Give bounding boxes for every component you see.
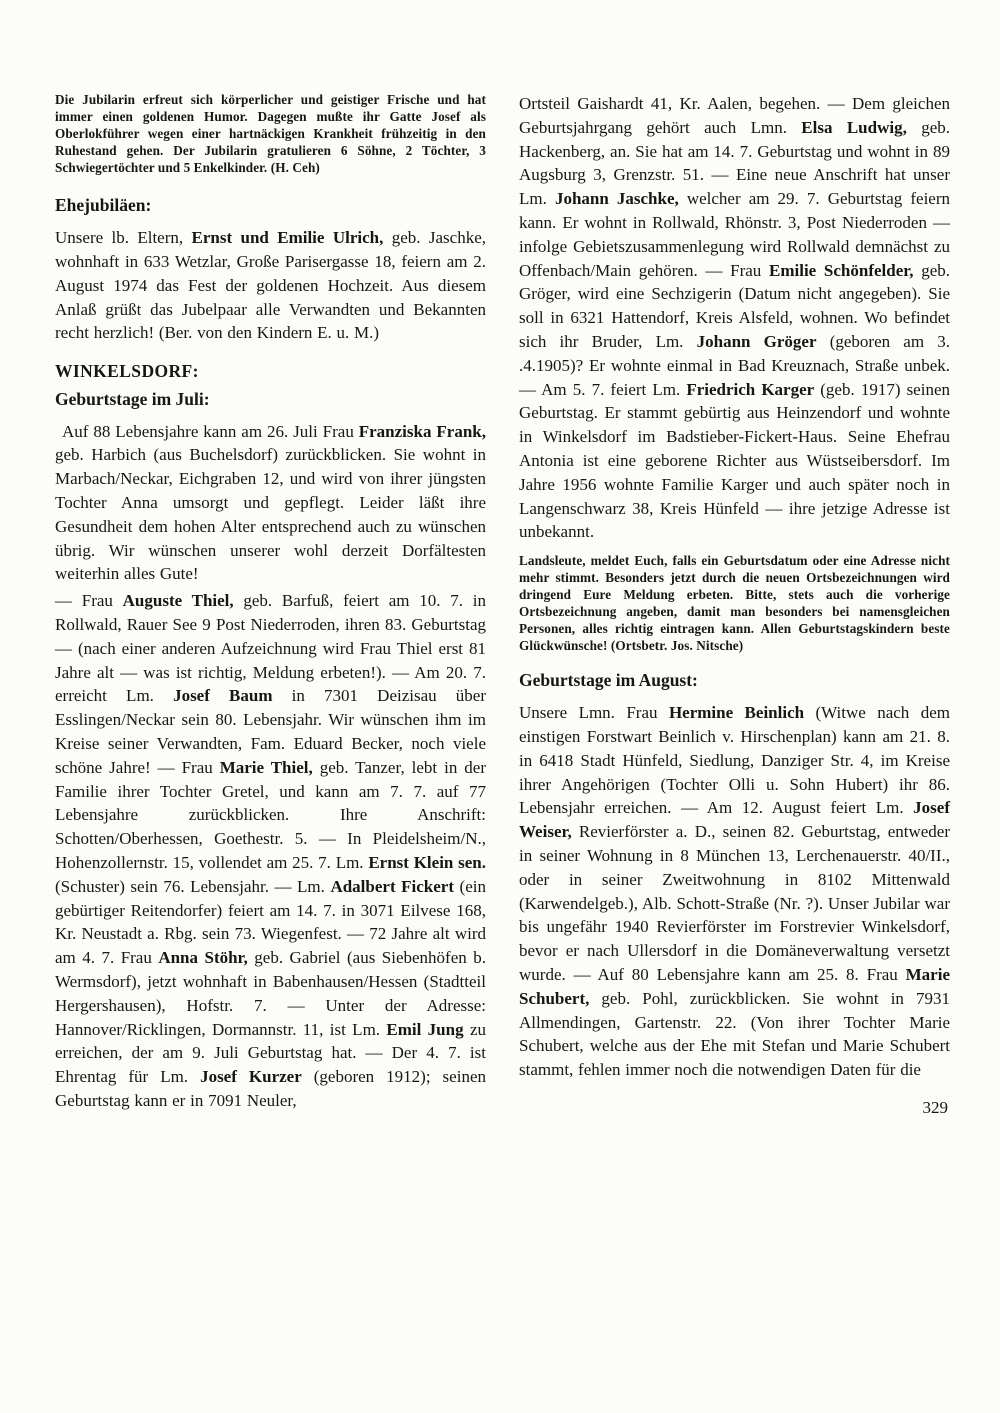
text-run: (geboren 1912); seinen Geburtstag kann er in 7091 Neuler,: [55, 1067, 486, 1110]
text-run: (geb. 1917) seinen Geburtstag. Er stammt gebürtig aus Heinzendorf und wohnte in Winkelsdorf im Badstieber-Fickert-Haus. Seine Ehefrau Antonia ist eine geborene Richter aus Wüstseibersdorf. Im Jahre 1956 wohnte Familie Karger und auch später noch in Langenschwarz 38, Kreis Hünfeld — ihre jetzige Adresse ist unbekannt.: [519, 379, 950, 542]
paragraph-juli-continuation: [519, 92, 950, 544]
person-name: Emilie Schönfelder,: [769, 260, 914, 280]
text-run: Unsere Lmn. Frau: [519, 703, 669, 723]
text-run: (ein gebürtiger Reitendorfer) feiert am 14. 7. in 3071 Eilvese 168, Kr. Neustadt a. Rbg. sein 73. Wiegenfest. — 72 Jahre alt wird am 4. 7. Frau: [55, 876, 486, 968]
text-run: geb. Barfuß, feiert am 10. 7. in Rollwald, Rauer See 9 Post Niederroden, ihren 83. Geburtstag — (nach einer anderen Aufzeichnung wird Frau Thiel erst 81 Jahre alt — was ist richtig, Meldung erbeten!). — Am 20. 7. erreicht Lm.: [55, 591, 486, 706]
person-name: Adalbert Fickert: [330, 876, 455, 896]
two-column-layout: [55, 92, 950, 1118]
person-name: Emil Jung: [386, 1019, 464, 1039]
person-name: Johann Gröger: [696, 331, 817, 351]
text-run: geb. Gabriel (aus Siebenhöfen b. Wermsdorf), jetzt wohnhaft in Babenhausen/Hessen (Stadtteil Hergershausen), Hofstr. 7. — Unter der Adresse: Hannover/Ricklingen, Dormannstr. 11, ist Lm.: [55, 948, 486, 1039]
text-run: geb. Jaschke, wohnhaft in 633 Wetzlar, Große Parisergasse 18, feiern am 2. August 1974 das Fest der goldenen Hochzeit. Aus diesem Anlaß grüßt das Jubelpaar alle Verwandten und Bekannten recht herzlich! (Ber. von den Kindern E. u. M.): [55, 228, 486, 343]
person-name: Josef Baum: [173, 686, 273, 706]
person-name: Marie Thiel,: [219, 757, 313, 777]
text-run: Revierförster a. D., seinen 82. Geburtstag, entweder in seiner Wohnung in 8 München 13, Lerchenauerstr. 40/II., oder in seiner Zweitwohnung in 8102 Mittenwald (Karwendelgeb.), Alb. Schott-Straße (Nr. ?). Unser Jubilar war bis ungefähr 1940 Revierförster im Forstrevier Winkelsdorf, bevor er nach Ullersdorf in die Domäneverwaltung versetzt wurde. — Auf 80 Lebensjahre kann am 25. 8. Frau: [519, 822, 950, 984]
text-run: Die Jubilarin erfreut sich körperlicher und geistiger Frische und hat immer einen goldenen Humor. Dagegen mußte ihr Gatte Josef als Oberlokführer wegen einer hartnäckigen Krankheit frühzeitig in den Ruhestand gehen. Der Jubilarin gratulieren 6 Söhne, 2 Töchter, 3 Schwiegertöchter und 5 Enkelkinder. (H. Ceh): [55, 92, 486, 175]
person-name: Ernst und Emilie Ulrich,: [191, 228, 384, 248]
text-run: Unsere lb. Eltern,: [55, 228, 192, 248]
text-run: (Schuster) sein 76. Lebensjahr. — Lm.: [55, 876, 331, 896]
note-jubilarin: [55, 92, 486, 176]
text-run: geb. Harbich (aus Buchelsdorf) zurückblicken. Sie wohnt in Marbach/Neckar, Eichgraben 12, und wird von ihrer jüngsten Tochter Anna umsorgt und gepflegt. Leider läßt ihre Gesundheit dem hohen Alter entsprechend auch zu wünschen übrig. Wir wünschen unserer wohl derzeit Dorfältesten weiterhin alles Gute!: [55, 445, 486, 584]
person-name: Elsa Ludwig,: [801, 117, 907, 137]
person-name: Johann Jaschke,: [554, 189, 679, 209]
text-run: Auf 88 Lebensjahre kann am 26. Juli Frau: [62, 421, 359, 441]
paragraph-juli-2: [55, 589, 486, 1113]
heading-ehejubilaeen: Ehejubiläen:: [55, 195, 152, 216]
heading-winkelsdorf: WINKELSDORF:: [55, 361, 199, 382]
person-name: Hermine Beinlich: [668, 703, 805, 723]
person-name: Josef Weiser,: [519, 798, 950, 842]
person-name: Ernst Klein sen.: [368, 853, 487, 873]
text-run: geb. Hackenberg, an. Sie hat am 14. 7. Geburtstag und wohnt in 89 Augsburg 3, Grenzstr. 51. — Eine neue Anschrift hat unser Lm.: [519, 117, 950, 209]
note-landsleute: [519, 553, 950, 654]
paragraph-august: [519, 701, 950, 1082]
text-run: Landsleute, meldet Euch, falls ein Geburtsdatum oder eine Adresse nicht mehr stimmt. Besonders jetzt durch die neuen Ortsbezeichnungen wird dringend Eure Meldung erbeten. Bitte, stets auch die vorherige Ortsbezeichnung angeben, damit man besonders bei namensgleichen Personen, alles richtig eintragen kann. Allen Geburtstagskindern beste Glückwünsche! (Ortsbetr. Jos. Nitsche): [519, 553, 950, 653]
text-run: (geboren am 3. .4.1905)? Er wohnte einmal in Bad Kreuznach, Straße unbek. — Am 5. 7. feiert Lm.: [519, 331, 950, 399]
person-name: Josef Kurzer: [200, 1067, 302, 1087]
right-column: [519, 92, 950, 1118]
text-run: geb. Tanzer, lebt in der Familie ihrer Tochter Gretel, und kann am 7. 7. auf 77 Lebensjahre zurückblicken. Ihre Anschrift: Schotten/Oberhessen, Goethestr. 5. — In Pleidelsheim/N., Hohenzollernstr. 15, vollendet am 25. 7. Lm.: [55, 757, 486, 873]
person-name: Auguste Thiel,: [122, 591, 234, 611]
text-run: geb. Gröger, wird eine Sechzigerin (Datum nicht angegeben). Sie soll in 6321 Hattendorf, Kreis Alsfeld, wohnen. Wo befindet sich ihr Bruder, Lm.: [519, 260, 951, 351]
heading-geburtstage-juli: Geburtstage im Juli:: [55, 388, 210, 409]
text-run: (Witwe nach dem einstigen Forstwart Beinlich v. Hirschenplan) kann am 21. 8. in 6418 Stadt Hünfeld, Siedlung, Danziger Str. 4, im Kreise ihrer Angehörigen (Tochter Olli u. Sohn Hubert) ihr 86. Lebensjahr erreichen. — Am 12. August feiert Lm.: [519, 703, 950, 818]
text-run: geb. Pohl, zurückblicken. Sie wohnt in 7931 Allmendingen, Gartenstr. 22. (Von ihrer Tochter Marie Schubert, welche aus der Ehe mit Stefan und Marie Schubert stammt, fehlen immer noch die notwendigen Daten für die: [519, 988, 950, 1080]
person-name: Friedrich Karger: [686, 379, 815, 399]
text-run: zu erreichen, der am 9. Juli Geburtstag hat. — Der 4. 7. ist Ehrentag für Lm.: [55, 1019, 486, 1087]
text-run: in 7301 Deizisau über Esslingen/Neckar sein 80. Lebensjahr. Wir wünschen ihm im Kreise seiner Verwandten, Fam. Eduard Becker, noch viele schöne Jahre! — Frau: [55, 686, 487, 777]
paragraph-ehejubilaeen: [55, 226, 486, 345]
left-column: [55, 92, 486, 1118]
paragraph-juli-1: [55, 420, 486, 587]
heading-geburtstage-august: Geburtstage im August:: [519, 670, 698, 691]
person-name: Franziska Frank,: [358, 421, 486, 441]
text-run: Ortsteil Gaishardt 41, Kr. Aalen, begehen. — Dem gleichen Geburtsjahrgang gehört auch Lmn.: [519, 94, 950, 137]
text-run: welcher am 29. 7. Geburtstag feiern kann. Er wohnt in Rollwald, Rhönstr. 3, Post Niederroden — infolge Gebietszusammenlegung wird Rollwald demnächst zu Offenbach/Main gehören. — Frau: [519, 189, 950, 280]
person-name: Anna Stöhr,: [158, 948, 248, 968]
page-number: 329: [922, 1097, 948, 1117]
text-run: — Frau: [55, 591, 123, 611]
person-name: Marie Schubert,: [519, 965, 950, 1008]
